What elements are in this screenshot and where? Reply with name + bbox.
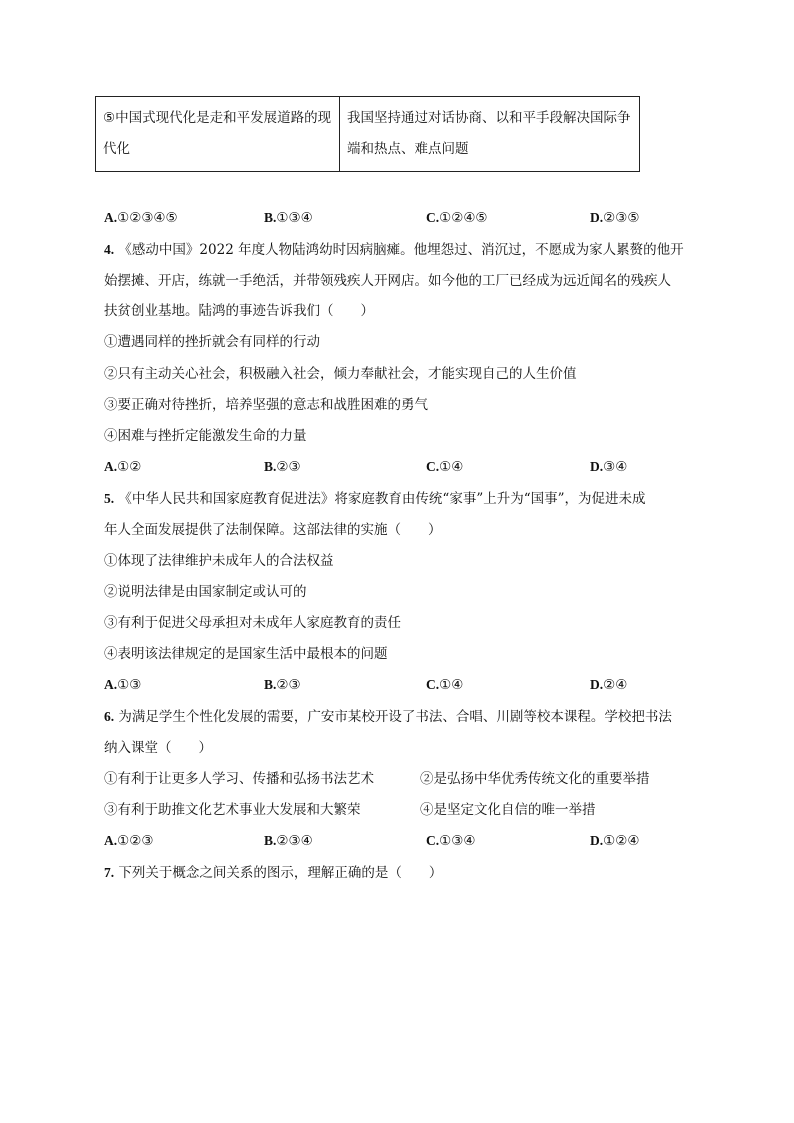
q6-option-d[interactable]: D.①②④ xyxy=(590,833,640,849)
q6-options xyxy=(104,831,704,851)
q6-statement-3: ③有利于助推文化艺术事业大发展和大繁荣 xyxy=(104,802,361,818)
q5-option-c[interactable]: C.①④ xyxy=(426,677,464,693)
q7-number: 7. xyxy=(104,865,115,880)
q6-statement-row-2 xyxy=(104,800,704,820)
q5-options xyxy=(104,675,704,695)
q4-option-d[interactable]: D.③④ xyxy=(590,459,628,475)
q3-options xyxy=(104,208,704,228)
q4-stem-line-2: 始摆摊、开店，练就一手绝活，并带领残疾人开网店。如今他的工厂已经成为远近闻名的残疾人 xyxy=(104,273,671,289)
q5-number: 5. xyxy=(104,491,115,506)
q3-option-a[interactable]: A.①②③④⑤ xyxy=(104,210,178,226)
q6-option-c[interactable]: C.①③④ xyxy=(426,833,476,849)
comparison-table xyxy=(95,96,640,172)
q5-statement-2: ②说明法律是由国家制定或认可的 xyxy=(104,584,307,600)
q6-stem-line-1: 6. 为满足学生个性化发展的需要，广安市某校开设了书法、合唱、川剧等校本课程。学校把书法 xyxy=(104,709,672,725)
q6-number: 6. xyxy=(104,709,115,724)
q4-statement-4: ④困难与挫折定能激发生命的力量 xyxy=(104,428,307,444)
q4-stem-line-3: 扶贫创业基地。陆鸿的事迹告诉我们（ ） xyxy=(104,303,374,319)
q6-stem-line-2: 纳入课堂（ ） xyxy=(104,740,212,756)
q5-statement-3: ③有利于促进父母承担对未成年人家庭教育的责任 xyxy=(104,615,401,631)
q5-option-d[interactable]: D.②④ xyxy=(590,677,628,693)
q6-option-a[interactable]: A.①②③ xyxy=(104,833,154,849)
q3-option-d[interactable]: D.②③⑤ xyxy=(590,210,640,226)
q7-stem: 7. 下列关于概念之间关系的图示，理解正确的是（ ） xyxy=(104,865,443,881)
q5-stem-line-1: 5. 《中华人民共和国家庭教育促进法》将家庭教育由传统“家事”上升为“国事”，为促进未成 xyxy=(104,491,646,507)
q5-option-a[interactable]: A.①③ xyxy=(104,677,142,693)
table-row xyxy=(96,97,640,172)
q5-statement-1: ①体现了法律维护未成年人的合法权益 xyxy=(104,553,334,569)
q3-option-c[interactable]: C.①②④⑤ xyxy=(426,210,488,226)
q4-number: 4. xyxy=(104,242,115,257)
q5-statement-4: ④表明该法律规定的是国家生活中最根本的问题 xyxy=(104,646,388,662)
q4-stem-line-1: 4. 《感动中国》2022 年度人物陆鸿幼时因病脑瘫。他埋怨过、消沉过，不愿成为家人累赘的他开 xyxy=(104,242,684,258)
q4-option-c[interactable]: C.①④ xyxy=(426,459,464,475)
table-cell-right: 我国坚持通过对话协商、以和平手段解决国际争端和热点、难点问题 xyxy=(340,97,640,172)
q6-statement-4: ④是坚定文化自信的唯一举措 xyxy=(420,802,596,818)
q5-stem-line-2: 年人全面发展提供了法制保障。这部法律的实施（ ） xyxy=(104,522,442,538)
table-cell-left: ⑤中国式现代化是走和平发展道路的现代化 xyxy=(96,97,340,172)
q5-option-b[interactable]: B.②③ xyxy=(264,677,301,693)
q6-option-b[interactable]: B.②③④ xyxy=(264,833,313,849)
q4-option-a[interactable]: A.①② xyxy=(104,459,142,475)
q4-statement-3: ③要正确对待挫折，培养坚强的意志和战胜困难的勇气 xyxy=(104,397,428,413)
q6-statement-1: ①有利于让更多人学习、传播和弘扬书法艺术 xyxy=(104,771,374,787)
q6-statement-2: ②是弘扬中华优秀传统文化的重要举措 xyxy=(420,771,650,787)
q4-option-b[interactable]: B.②③ xyxy=(264,459,301,475)
q3-option-b[interactable]: B.①③④ xyxy=(264,210,313,226)
q4-statement-2: ②只有主动关心社会，积极融入社会，倾力奉献社会，才能实现自己的人生价值 xyxy=(104,366,577,382)
q4-options xyxy=(104,457,704,477)
q4-statement-1: ①遭遇同样的挫折就会有同样的行动 xyxy=(104,334,320,350)
q6-statement-row-1 xyxy=(104,769,704,789)
